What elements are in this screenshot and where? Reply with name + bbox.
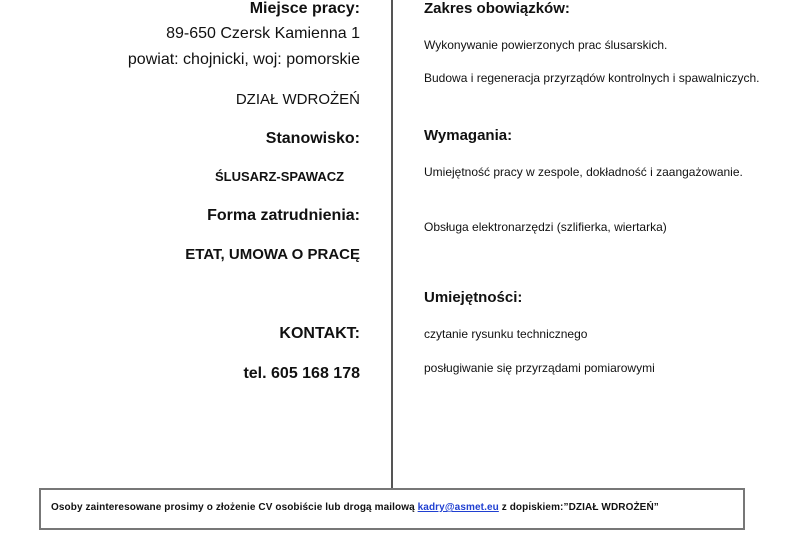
employment-heading: Forma zatrudnienia: <box>207 207 360 224</box>
address-line-2: powiat: chojnicki, woj: pomorskie <box>127 51 360 68</box>
footer-text-before: Osoby zainteresowane prosimy o złożenie CV osobiście lub drogą mailową <box>51 502 418 513</box>
phone-number[interactable]: tel. 605 168 178 <box>243 365 360 382</box>
email-link[interactable]: kadry@asmet.eu <box>417 502 499 513</box>
skills-heading: Umiejętności: <box>424 289 523 306</box>
requirement-item: Umiejętność pracy w zespole, dokładność i zaangażowanie. <box>424 165 743 179</box>
employment-value: ETAT, UMOWA O PRACĘ <box>185 246 360 263</box>
place-heading: Miejsce pracy: <box>249 0 360 17</box>
footer-notice <box>39 488 745 530</box>
requirement-item: Obsługa elektronarzędzi (szlifierka, wiertarka) <box>424 220 667 234</box>
skill-item: posługiwanie się przyrządami pomiarowymi <box>424 361 655 375</box>
position-heading: Stanowisko: <box>265 130 360 147</box>
footer-text-after: z dopiskiem:”DZIAŁ WDROŻEŃ” <box>498 502 659 513</box>
skill-item: czytanie rysunku technicznego <box>424 327 588 341</box>
footer-text <box>51 502 659 513</box>
department: DZIAŁ WDROŻEŃ <box>235 91 360 108</box>
duty-item: Budowa i regeneracja przyrządów kontrolnych i spawalniczych. <box>424 71 760 85</box>
duties-heading: Zakres obowiązków: <box>424 0 570 17</box>
duty-item: Wykonywanie powierzonych prac ślusarskich. <box>424 38 668 52</box>
requirements-heading: Wymagania: <box>424 127 513 144</box>
contact-heading: KONTAKT: <box>279 325 360 342</box>
column-divider <box>391 0 393 488</box>
address-line-1: 89-650 Czersk Kamienna 1 <box>166 25 360 42</box>
position-value: ŚLUSARZ-SPAWACZ <box>215 169 345 184</box>
